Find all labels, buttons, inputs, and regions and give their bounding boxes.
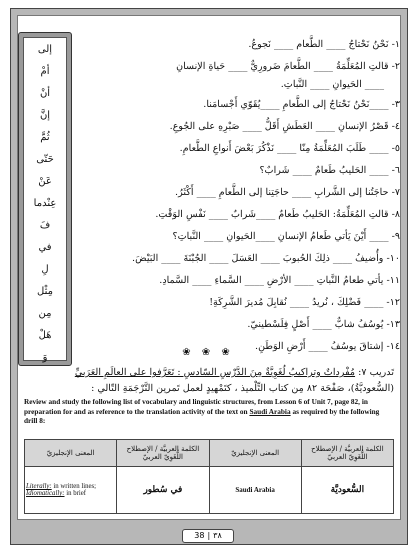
exercise-line: ١١- يأتي طعامُ النَّباتِ ____ الأرْضِ ____ السَّماءِ ____ السَّمادِ. xyxy=(159,275,400,286)
drill-title-text: مُفْرداتٌ وتراكيبُ لُغَوِيَّةٌ مِنَ الدَّرْسِ السّادسِ : تَعَرَّفوا على العالَمِ العَرَبيِّ xyxy=(74,367,356,378)
page-number-latin: 38 xyxy=(194,531,205,540)
word-bank-item: في xyxy=(38,242,52,253)
page-number-box: 38 | ٣٨ xyxy=(182,529,234,543)
drill-subtitle: (السُّعوديَّةُ)، صَفْحَة ٨٢ مِن كتاب التِّلْميذ ، كتَمْهيدٍ لعمل تَمرين التَّرْجَمَةِ التّالي : xyxy=(91,383,394,394)
drill-title xyxy=(24,367,394,378)
word-bank-item: وَ xyxy=(42,352,48,363)
table-header: الكلمة العربيَّة / الإصطلاح اللُّغَوِيّ العربيّ xyxy=(301,440,393,467)
word-bank-item: مِن xyxy=(38,308,52,319)
english-instructions-text: Review and study the following list of vocabulary and linguistic structures, from Lesson 6 of Unit 7, page 82, in preparation for and as reference to the translation activity of the text on xyxy=(24,397,368,416)
exercise-line: ٣- ____نَحْنُ نَحْتاجُ إلى الطَّعامِ ____يُقَوّي أَجْسامَنا. xyxy=(203,99,400,110)
exercise-line: ١- نَحْنُ نَحْتاجُ ____ الطَّعام ____ نَجوعُ. xyxy=(248,39,400,50)
word-bank-item: إنَّ xyxy=(39,110,51,121)
word-bank-item: حَتّى xyxy=(36,154,54,165)
exercise-line: ٥- ____ طَلَبَ المُعَلِّمَةُ مِنّا ____ نَذْكُرَ بَعْضَ أَنواعِ الطَّعامِ. xyxy=(179,143,400,154)
literally-label: Literally: xyxy=(26,483,52,490)
word-bank-item: أمْ xyxy=(40,66,50,77)
saudi-arabia-link[interactable]: Saudi Arabia xyxy=(249,406,291,416)
word-bank-inner xyxy=(23,37,67,361)
exercise-line: ١٢- ____ فَضْلِكَ ، نُريدُ ____ نُقابِلَ مُديرَ الشَّرِكَةِ! xyxy=(209,297,400,308)
exercise-line: ٧- حاجَتُنا إلى الشَّرابِ ____ حاجَتِنا إلى الطَّعامِ ____ أَكْثَرُ. xyxy=(175,187,400,198)
exercise-line: ١٤- إشتاقَ يوسُفُ ____ أَرْضِ الوَطَنِ. xyxy=(255,341,400,352)
exercise-line: ١٣- يُوسُفُ شابٌّ ____ أَصْلٍ فِلَسْطينيّ. xyxy=(247,319,400,330)
page-number xyxy=(160,529,256,541)
exercise-line: ٨- قالتِ المُعَلِّمَةُ: الحَليبُ طَعامٌ ____شَرابٌ ____ نَفْسِ الوَقْتِ. xyxy=(155,209,400,220)
exercise-line: ٤- قَصْرُ الإنسانِ ____ العَطَشِ أَقَلُّ ____ صَبْرِهِ على الجُوعِ. xyxy=(169,121,400,132)
idiomatically-label: Idiomatically: xyxy=(26,490,65,497)
word-bank-item: لِ xyxy=(41,264,49,275)
word-bank-item: عِنْدما xyxy=(33,198,57,209)
drill-title-prefix: تَدريب ٧: xyxy=(358,367,394,378)
word-bank-item: مِثْل xyxy=(37,286,53,297)
exercise-line: ٢- قالتِ المُعَلِّمَةُ ____ الطَّعامَ ضَرورِيٌّ ____ حَياةِ الإنسانِ xyxy=(176,61,400,72)
table-cell-arabic-1: السُّعوديَّة xyxy=(301,467,393,514)
idiomatically-value: in brief xyxy=(66,490,87,497)
exercise-line: ٦- ____ الحَليبُ طَعامٌ ____ شَرابٌ؟ xyxy=(259,165,400,176)
table-cell-english-2 xyxy=(25,467,117,514)
word-bank-item: عَنْ xyxy=(38,176,52,187)
exercise-line: ٩- ____ أَيْنَ يَأتي طَعامُ الإنسانِ ____الحَيوانِ ____ النَّباتِ؟ xyxy=(172,231,400,242)
vocabulary-table xyxy=(24,439,394,514)
word-bank-item: هَلْ xyxy=(38,330,52,341)
exercise-line: ____ الحَيوانِ ____ النَّباتِ. xyxy=(280,79,384,90)
english-instructions xyxy=(24,397,394,426)
literally-value: in written lines; xyxy=(53,483,97,490)
table-cell-arabic-2: في سُطور xyxy=(117,467,209,514)
word-bank-item: ثُمَّ xyxy=(40,132,50,143)
table-header: الكلمة العربيَّة / الإصطلاح اللُّغَوِيّ العربيّ xyxy=(117,440,209,467)
ornament-divider: ❀ ❀ ❀ xyxy=(182,347,234,358)
table-row xyxy=(25,467,394,514)
page-number-arabic: ٣٨ xyxy=(213,531,222,540)
table-header: المعنى الإنجليزيّ xyxy=(25,440,117,467)
table-header: المعنى الإنجليزيّ xyxy=(209,440,301,467)
english-instructions-tail: as required by the following drill 8: xyxy=(24,406,380,425)
exercise-line: ١٠- وأُضيفُ ____ ذلِكَ الحُبوبَ ____ العَسَلَ ____ الجُبْنَةَ ____ البَيْضَ. xyxy=(132,253,400,264)
word-bank-item: إلى xyxy=(37,44,53,55)
word-bank-item: أنْ xyxy=(39,88,51,99)
table-cell-english-1: Saudi Arabia xyxy=(209,467,301,514)
word-bank-item: فَ xyxy=(39,220,51,231)
